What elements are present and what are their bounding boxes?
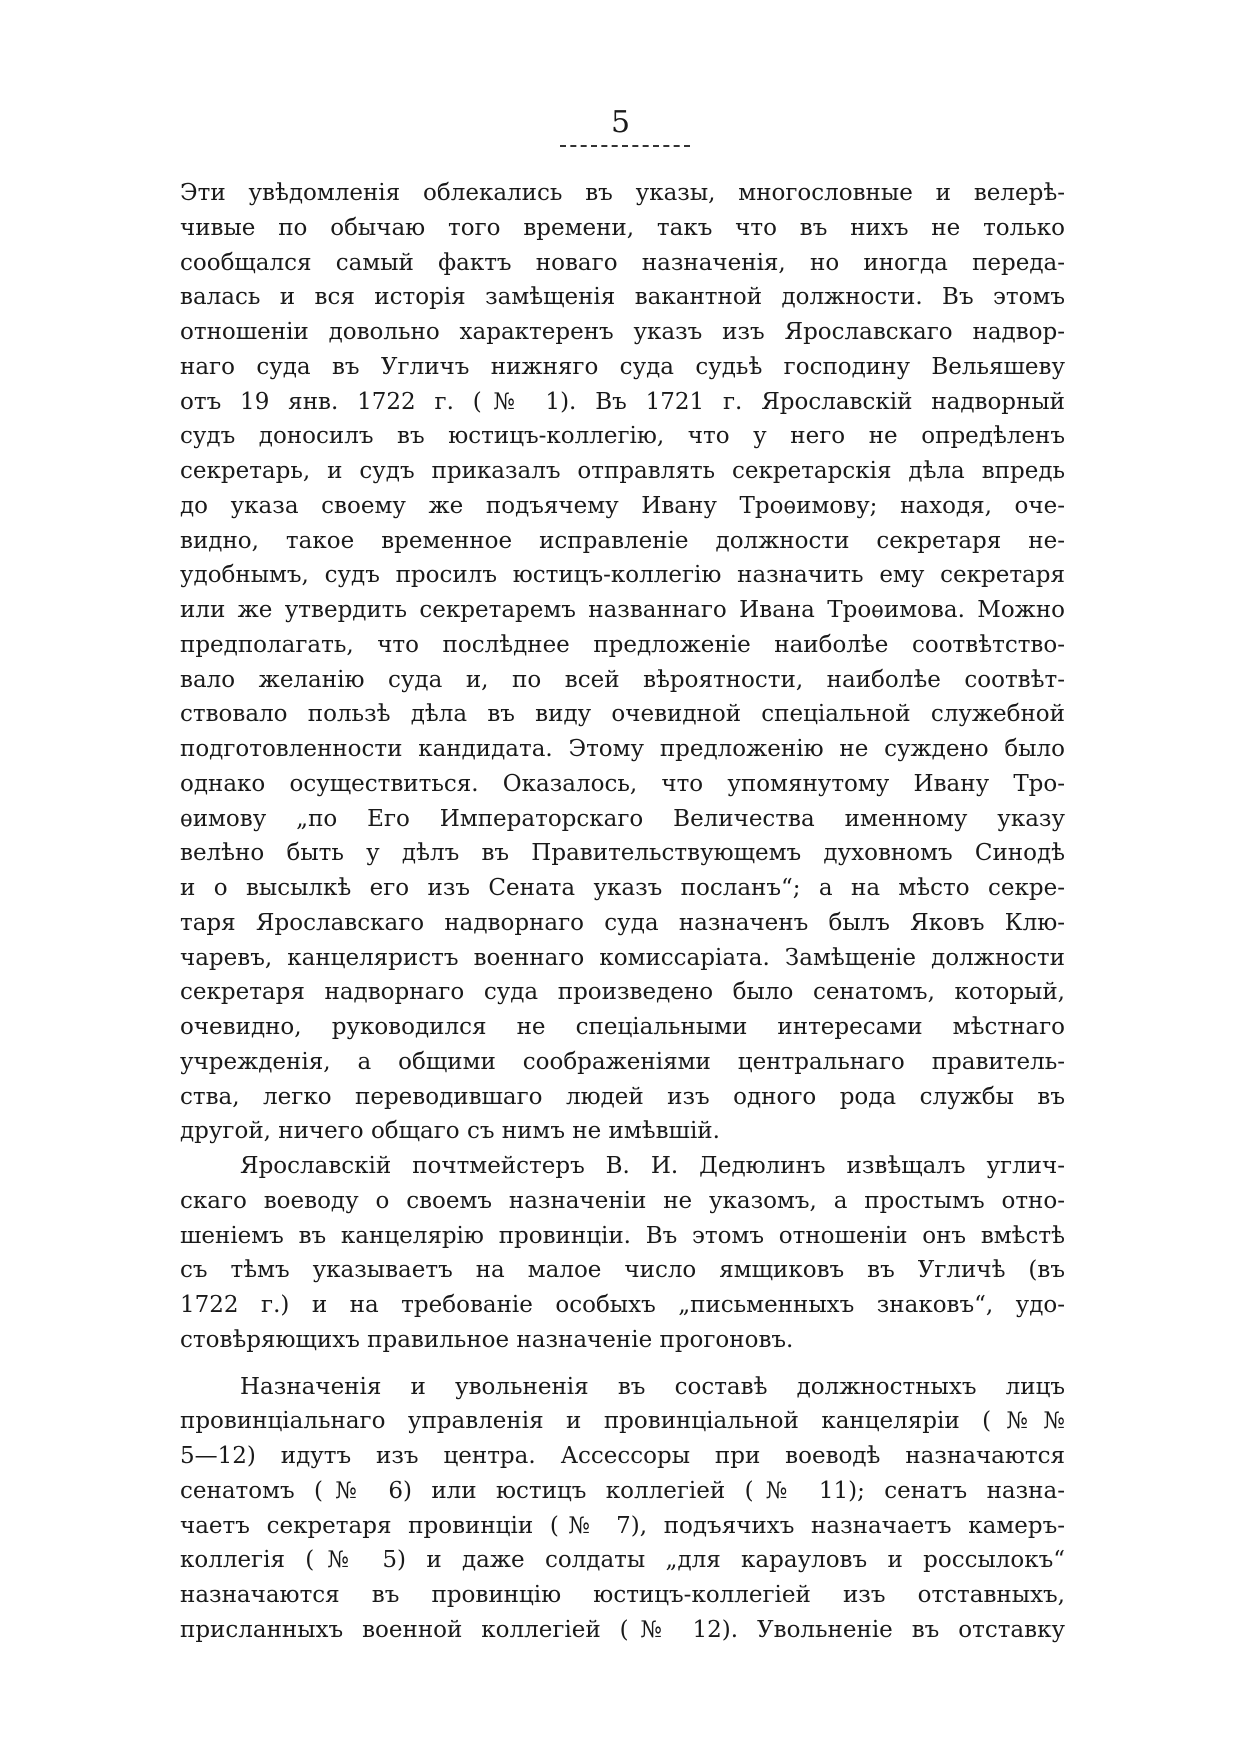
text-line: наго суда въ Угличъ нижняго суда судьѣ господину Вельяшеву: [180, 353, 1065, 380]
text-line: ства, легко переводившаго людей изъ одного рода службы въ: [180, 1083, 1065, 1110]
text-line: учрежденія, а общими соображеніями центральнаго правитель-: [180, 1048, 1065, 1075]
text-line: и о высылкѣ его изъ Сената указъ посланъ“; а на мѣсто секре-: [180, 875, 1065, 901]
text-line: или же утвердить секретаремъ названнаго Ивана Троѳимова. Можно: [180, 597, 1065, 623]
text-line: Ярославскій почтмейстеръ В. И. Дедюлинъ извѣщалъ углич-: [240, 1153, 1065, 1179]
paragraph-1: [180, 176, 1065, 1149]
text-line: 1722 г.) и на требованіе особыхъ „письменныхъ знаковъ“, удо-: [180, 1292, 1065, 1318]
text-line: 5—12) идутъ изъ центра. Ассессоры при воеводѣ назначаются: [180, 1443, 1065, 1469]
text-line: велѣно быть у дѣлъ въ Правительствующемъ духовномъ Синодѣ: [180, 840, 1065, 867]
text-line: Назначенія и увольненія въ составѣ должностныхъ лицъ: [240, 1373, 1065, 1400]
text-line: удобнымъ, судъ просилъ юстицъ-коллегію назначить ему секретаря: [180, 562, 1065, 589]
text-line: секретарь, и судъ приказалъ отправлять секретарскія дѣла впредь: [180, 458, 1065, 484]
text-line: секретаря надворнаго суда произведено было сенатомъ, который,: [180, 979, 1065, 1006]
text-line: сообщался самый фактъ новаго назначенія, но иногда переда-: [180, 249, 1065, 276]
text-line: съ тѣмъ указываетъ на малое число ямщиковъ въ Угличѣ (въ: [180, 1257, 1065, 1284]
text-line: вало желанію суда и, по всей вѣроятности, наиболѣе соотвѣт-: [180, 666, 1065, 693]
text-line: скаго воеводу о своемъ назначеніи не указомъ, а простымъ отно-: [180, 1187, 1065, 1214]
text-line: судъ доносилъ въ юстицъ-коллегію, что у него не опредѣленъ: [180, 423, 1065, 450]
text-line: однако осуществиться. Оказалось, что упомянутому Ивану Тро-: [180, 770, 1065, 797]
text-line: ѳимову „по Его Императорскаго Величества именному указу: [180, 805, 1065, 832]
text-line: видно, такое временное исправленіе должности секретаря не-: [180, 527, 1065, 554]
text-line: чаетъ секретаря провинціи (№ 7), подъячихъ назначаетъ камеръ-: [180, 1512, 1065, 1539]
page-number-rule: [560, 145, 690, 147]
text-line: коллегія (№ 5) и даже солдаты „для карауловъ и россылокъ“: [180, 1547, 1065, 1574]
text-line: сенатомъ (№ 6) или юстицъ коллегіей (№ 11); сенатъ назна-: [180, 1477, 1065, 1504]
page-number: 5: [610, 105, 631, 140]
text-line: предполагать, что послѣднее предложеніе наиболѣе соотвѣтство-: [180, 631, 1065, 658]
text-line: чивые по обычаю того времени, такъ что въ нихъ не только: [180, 214, 1065, 241]
text-line: отъ 19 янв. 1722 г. (№ 1). Въ 1721 г. Ярославскій надворный: [180, 388, 1065, 415]
text-line: другой, ничего общаго съ нимъ не имѣвшій.: [180, 1118, 720, 1145]
text-line: подготовленности кандидата. Этому предложенію не суждено было: [180, 736, 1065, 762]
paragraph-2: [180, 1149, 1065, 1358]
text-line: стовѣряющихъ правильное назначеніе прогоновъ.: [180, 1326, 794, 1353]
text-line: присланныхъ военной коллегіей (№ 12). Увольненіе въ отставку: [180, 1616, 1065, 1643]
text-line: шеніемъ въ канцелярію провинціи. Въ этомъ отношеніи онъ вмѣстѣ: [180, 1222, 1065, 1249]
text-line: валась и вся исторія замѣщенія вакантной должности. Въ этомъ: [180, 284, 1065, 311]
body-text: [180, 176, 1065, 1648]
text-line: отношеніи довольно характеренъ указъ изъ Ярославскаго надвор-: [180, 319, 1065, 345]
text-line: до указа своему же подъячему Ивану Троѳимову; находя, оче-: [180, 492, 1065, 519]
text-line: очевидно, руководился не спеціальными интересами мѣстнаго: [180, 1014, 1065, 1040]
text-line: назначаются въ провинцію юстицъ-коллегіей изъ отставныхъ,: [180, 1582, 1065, 1608]
paragraph-3: [180, 1370, 1065, 1648]
text-line: ствовало пользѣ дѣла въ виду очевидной спеціальной служебной: [180, 701, 1065, 728]
text-line: Эти увѣдомленія облекались въ указы, многословные и велерѣ-: [180, 180, 1065, 206]
text-line: таря Ярославскаго надворнаго суда назначенъ былъ Яковъ Клю-: [180, 909, 1065, 936]
text-line: провинціальнаго управленія и провинціальной канцеляріи (№№: [180, 1408, 1065, 1435]
text-line: чаревъ, канцеляристъ военнаго комиссаріата. Замѣщеніе должности: [180, 944, 1065, 971]
